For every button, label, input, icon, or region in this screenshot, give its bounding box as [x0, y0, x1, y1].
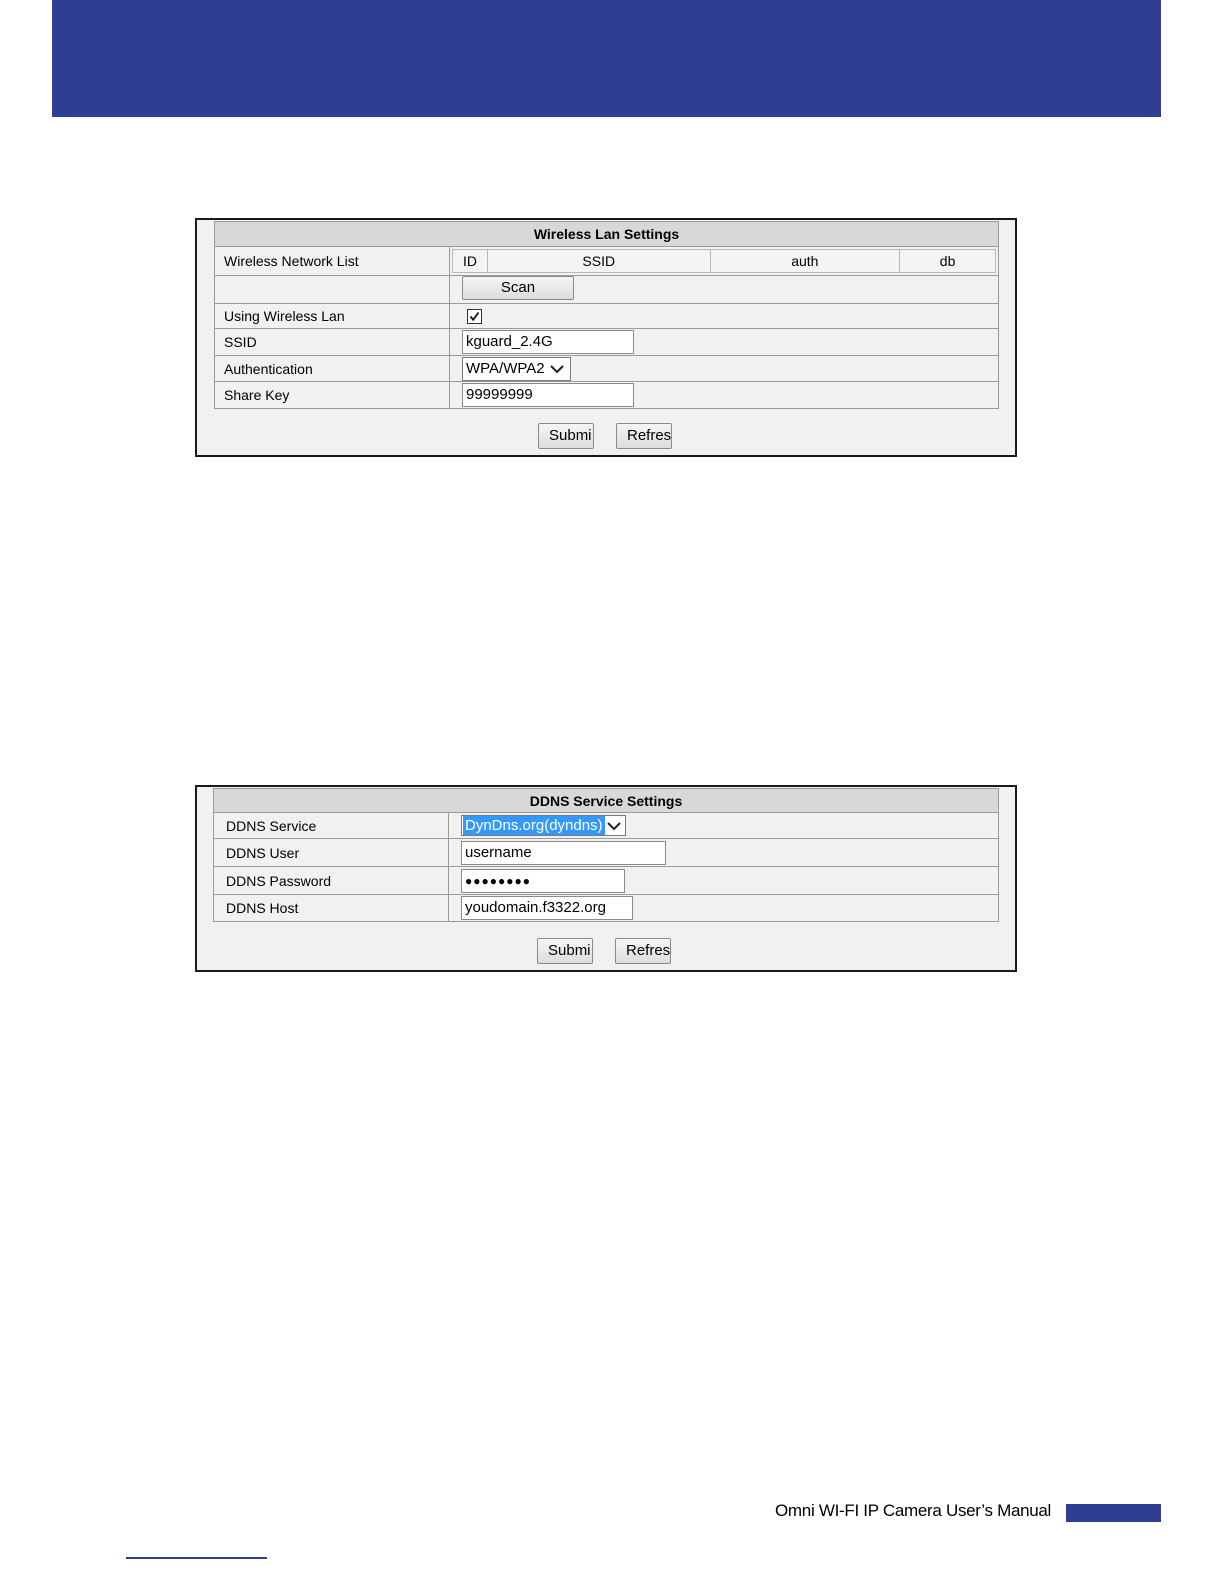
- ddns-user-label: DDNS User: [214, 839, 449, 867]
- ssid-label: SSID: [215, 329, 450, 356]
- wireless-lan-title: Wireless Lan Settings: [215, 222, 999, 247]
- column-auth: auth: [710, 250, 900, 273]
- ddns-password-input[interactable]: ●●●●●●●●: [461, 869, 625, 893]
- ddns-password-label: DDNS Password: [214, 867, 449, 895]
- wireless-submit-button[interactable]: Submi: [538, 423, 594, 449]
- column-id: ID: [453, 250, 488, 273]
- ddns-host-label: DDNS Host: [214, 895, 449, 922]
- wireless-lan-table: [214, 221, 999, 409]
- ddns-service-label: DDNS Service: [214, 813, 449, 839]
- wireless-refresh-button[interactable]: Refres: [616, 423, 672, 449]
- using-wireless-lan-label: Using Wireless Lan: [215, 304, 450, 329]
- ddns-service-select[interactable]: [461, 815, 626, 836]
- scan-button[interactable]: Scan: [462, 276, 574, 300]
- column-ssid: SSID: [487, 250, 710, 273]
- ssid-input[interactable]: kguard_2.4G: [462, 330, 634, 354]
- share-key-input[interactable]: 99999999: [462, 383, 634, 407]
- ddns-service-value: DynDns.org(dyndns): [465, 817, 603, 834]
- ddns-refresh-button[interactable]: Refres: [615, 938, 671, 964]
- using-wireless-lan-checkbox[interactable]: [467, 309, 482, 324]
- ddns-host-input[interactable]: youdomain.f3322.org: [461, 896, 633, 920]
- authentication-label: Authentication: [215, 356, 450, 382]
- wireless-lan-panel: [195, 218, 1017, 457]
- ddns-submit-button[interactable]: Submi: [537, 938, 593, 964]
- network-list-header: [453, 250, 996, 273]
- wireless-network-list[interactable]: [452, 249, 996, 273]
- checkmark-icon: [468, 310, 481, 323]
- header-band: [52, 0, 1161, 117]
- scan-row-label: [215, 276, 450, 304]
- chevron-down-icon: [605, 816, 623, 836]
- ddns-user-input[interactable]: username: [461, 841, 666, 865]
- footer-line: [126, 1557, 267, 1559]
- authentication-value: WPA/WPA2: [466, 360, 545, 377]
- authentication-select[interactable]: [462, 357, 571, 381]
- ddns-panel: [195, 785, 1017, 972]
- column-db: db: [900, 250, 996, 273]
- share-key-label: Share Key: [215, 382, 450, 409]
- wireless-network-list-label: Wireless Network List: [215, 247, 450, 276]
- manual-title: Omni WI-FI IP Camera User’s Manual: [775, 1501, 1052, 1520]
- chevron-down-icon: [548, 359, 566, 379]
- ddns-table: [213, 788, 999, 922]
- footer-bar: [1066, 1504, 1161, 1522]
- ddns-title: DDNS Service Settings: [214, 789, 999, 813]
